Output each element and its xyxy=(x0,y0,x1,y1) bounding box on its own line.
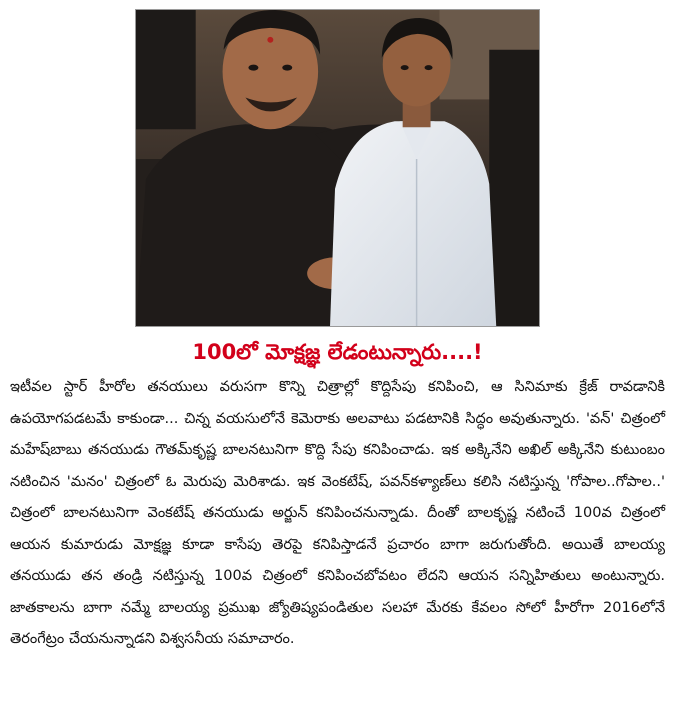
photo-illustration xyxy=(136,10,539,326)
article-body: ఇటీవల స్టార్ హీరోల తనయులు వరుసగా కొన్ని చిత్రాల్లో కొద్దిసేపు కనిపించి, ఆ సినిమాకు క్రేజ్ రావడానికి ఉపయోగపడటమే కాకుండా... చిన్న వయసులోనే కెమెరాకు అలవాటు పడటానికి సిద్ధం అవుతున్నారు. 'వన్' చిత్రంలో మహేష్‌బాబు తనయుడు గౌతమ్‌కృష్ణ బాలనటునిగా కొద్ది సేపు కనిపించాడు. ఇక అక్కినేని అఖిల్ అక్కినేని కుటుంబం నటించిన 'మనం' చిత్రంలో ఓ మెరుపు మెరిశాడు. ఇక వెంకటేష్, పవన్‌కళ్యాణ్‌లు కలిసి నటిస్తున్న 'గోపాల..గోపాల..' చిత్రంలో బాలనటునిగా వెంకటేష్ తనయుడు అర్జున్ కనిపించనున్నాడు. దీంతో బాలకృష్ణ నటించే 100వ చిత్రంలో ఆయన కుమారుడు మోక్షజ్ఞ కూడా కాసేపు తెరపై కనిపిస్తాడనే ప్రచారం బాగా జరుగుతోంది. అయితే బాలయ్య తనయుడు తన తండ్రి నటిస్తున్న 100వ చిత్రంలో కనిపించబోవటం లేదని ఆయన సన్నిహితులు అంటున్నారు. జాతకాలను బాగా నమ్మే బాలయ్య ప్రముఖ జ్యోతిష్యపండితుల సలహా మేరకు కేవలం సోలో హీరోగా 2016లోనే తెరంగేట్రం చేయనున్నాడని విశ్వసనీయ సమాచారం. xyxy=(10,379,665,647)
article-photo xyxy=(135,9,540,327)
article-headline: 100లో మోక్షజ్ఞ లేడంటున్నారు....! xyxy=(192,340,483,364)
